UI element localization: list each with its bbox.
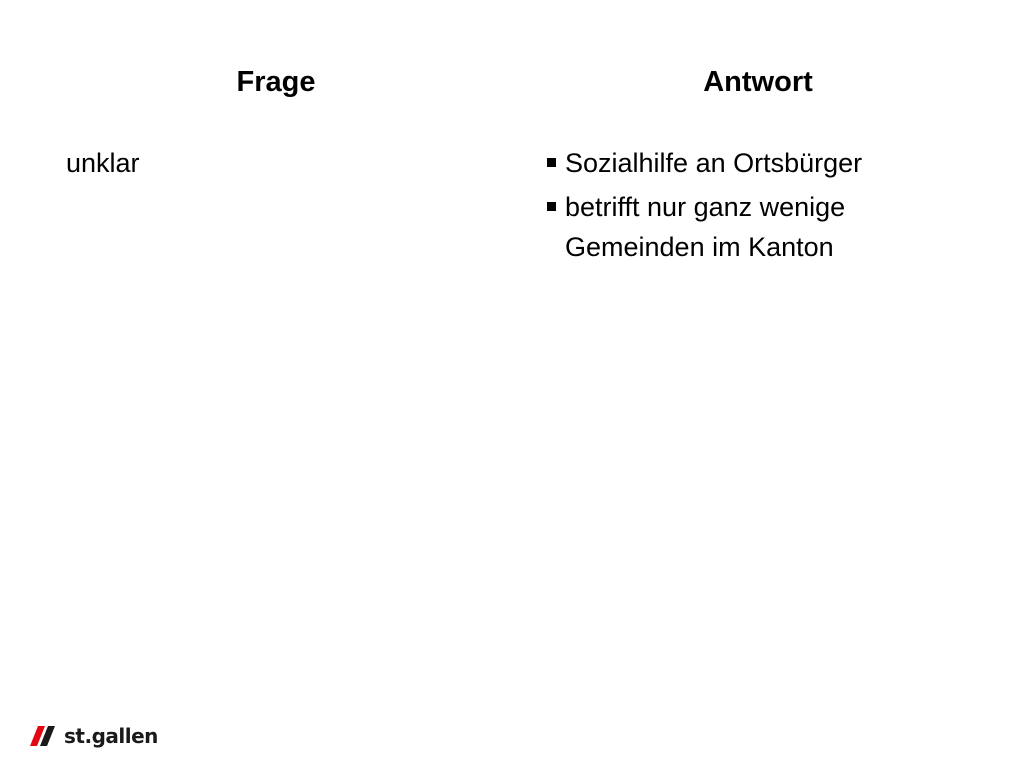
question-column-heading: Frage bbox=[236, 66, 316, 98]
st-gallen-logo bbox=[30, 720, 158, 752]
answer-item bbox=[546, 143, 986, 183]
answer-item-text: Sozialhilfe an Ortsbürger bbox=[565, 148, 863, 178]
logo-stripes-icon bbox=[30, 726, 62, 746]
logo-text: st.gallen bbox=[64, 724, 158, 748]
answer-column-heading: Antwort bbox=[703, 66, 813, 98]
question-text: unklar bbox=[66, 148, 140, 178]
square-bullet-icon bbox=[547, 202, 556, 211]
answer-item-text: betrifft nur ganz wenige Gemeinden im Kanton bbox=[565, 192, 846, 262]
square-bullet-icon bbox=[547, 158, 556, 167]
answer-item bbox=[546, 187, 986, 267]
answer-list bbox=[546, 143, 986, 271]
